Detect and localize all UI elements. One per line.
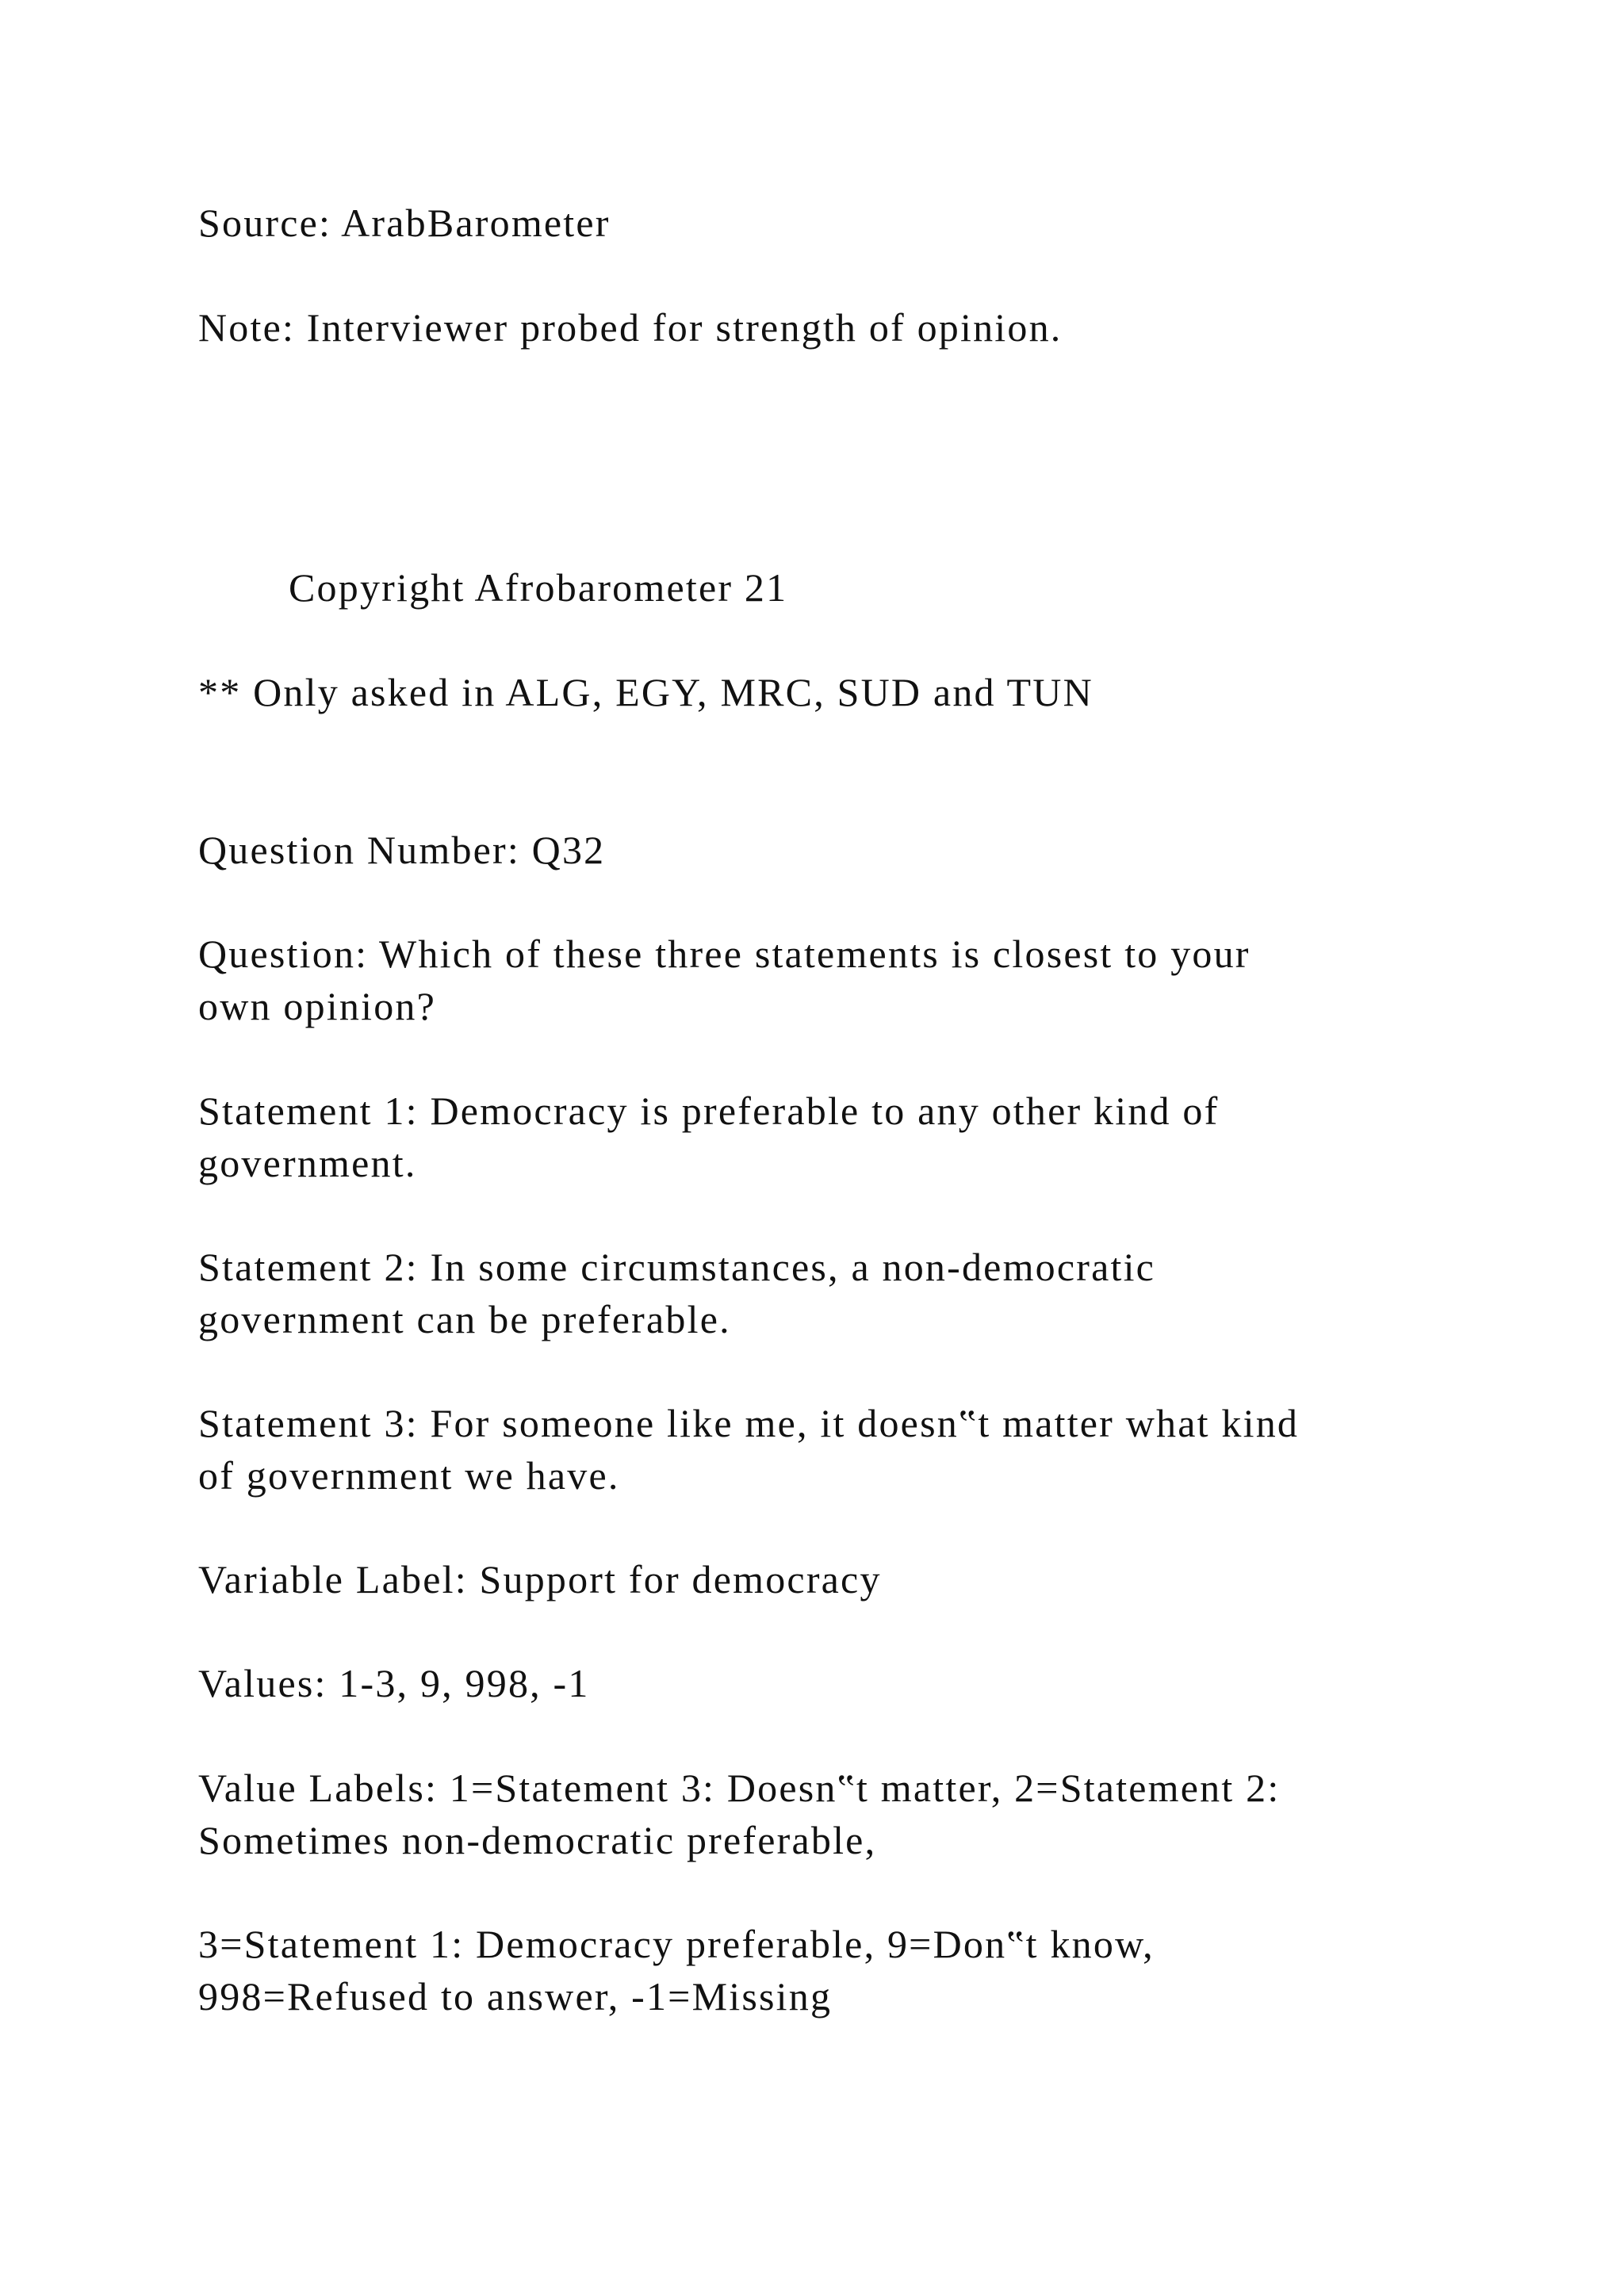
statement-1-line-1: Statement 1: Democracy is preferable to any other kind of [198,1089,1220,1133]
statement-1-line-2: government. [198,1141,417,1185]
asked-countries-note: ** Only asked in ALG, EGY, MRC, SUD and TUN [198,670,1094,714]
variable-label: Variable Label: Support for democracy [198,1557,882,1601]
values-line: Values: 1-3, 9, 998, -1 [198,1661,590,1705]
value-labels-cont-line-2: 998=Refused to answer, -1=Missing [198,1974,833,2019]
source-line: Source: ArabBarometer [198,201,611,245]
statement-3-line-1: Statement 3: For someone like me, it doesn‟t matter what kind [198,1401,1300,1445]
copyright-footer: Copyright Afrobarometer 21 [289,565,788,610]
question-line-1: Question: Which of these three statements is closest to your [198,932,1251,976]
statement-2-line-1: Statement 2: In some circumstances, a non-democratic [198,1245,1156,1289]
note-line: Note: Interviewer probed for strength of opinion. [198,305,1063,350]
value-labels-cont-line-1: 3=Statement 1: Democracy preferable, 9=Don‟t know, [198,1922,1155,1966]
question-line-2: own opinion? [198,984,436,1028]
value-labels-line-1: Value Labels: 1=Statement 3: Doesn‟t matter, 2=Statement 2: [198,1766,1281,1810]
statement-3-line-2: of government we have. [198,1453,620,1498]
question-number: Question Number: Q32 [198,828,606,872]
statement-2-line-2: government can be preferable. [198,1297,731,1341]
value-labels-line-2: Sometimes non-democratic preferable, [198,1818,877,1862]
